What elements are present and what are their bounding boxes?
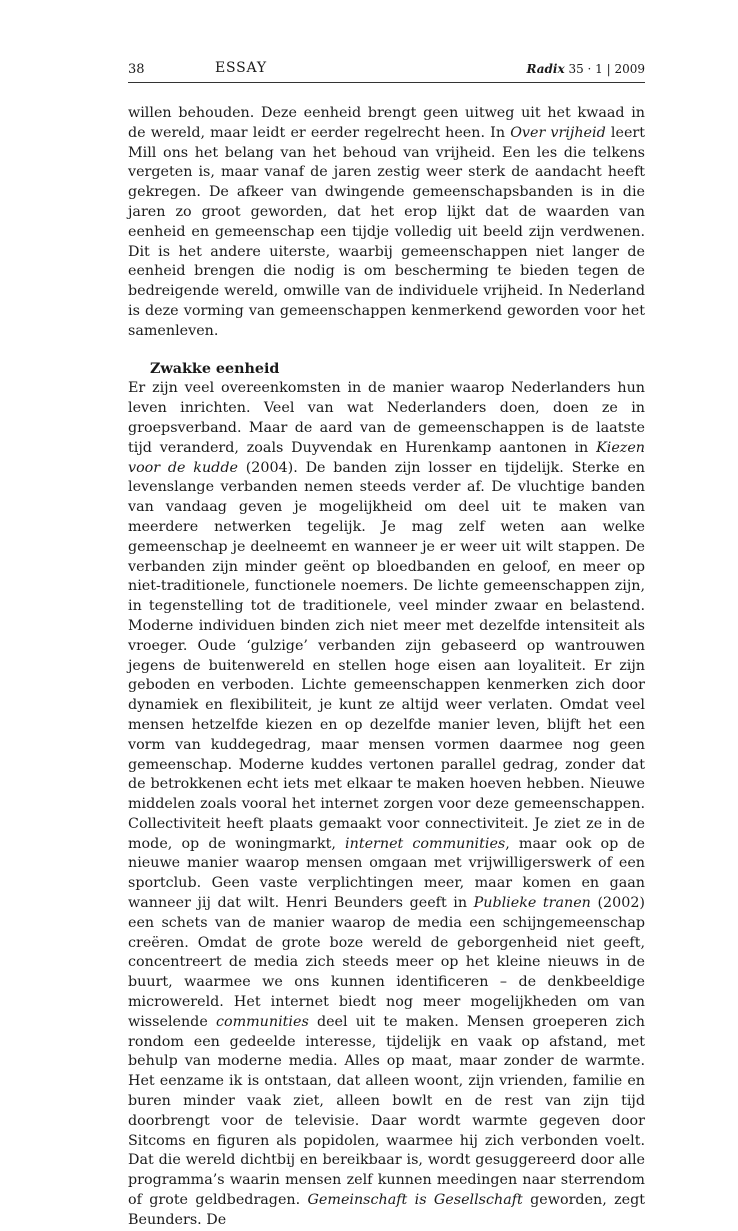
issue-info: 35 · 1 | 2009 — [568, 62, 645, 76]
running-header — [128, 60, 645, 83]
page-number: 38 — [128, 62, 145, 77]
paragraph-zwakke-eenheid: Er zijn veel overeenkomsten in de manier waarop Nederlanders hun leven inrichten. Veel van wat Nederlanders doen, doen ze in groepsverband. Maar de aard van de gemeenschappen is de laatste tijd veranderd, zoals Duyvendak en Hurenkamp aantonen in Kiezen voor de kudde (2004). De banden zijn losser en tijdelijk. Sterke en levenslange verbanden nemen steeds verder af. De vluchtige banden van vandaag geven je mogelijkheid om deel uit te maken van meerdere netwerken tegelijk. Je mag zelf weten aan welke gemeenschap je deelneemt en wanneer je er weer uit wilt stappen. De verbanden zijn minder geënt op bloedbanden en geloof, en meer op niet-traditionele, functionele noemers. De lichte gemeenschappen zijn, in tegenstelling tot de traditionele, veel minder zwaar en belastend. Moderne individuen binden zich niet meer met dezelfde intensiteit als vroeger. Oude ‘gulzige’ verbanden zijn gebaseerd op wantrouwen jegens de buitenwereld en stellen hoge eisen aan loyaliteit. Er zijn geboden en verboden. Lichte gemeenschappen kenmerken zich door dynamiek en flexibiliteit, je kunt ze altijd weer verlaten. Omdat veel mensen hetzelfde kiezen en op dezelfde manier leven, blijft het een vorm van kuddegedrag, maar mensen vormen daarmee nog geen gemeenschap. Moderne kuddes vertonen parallel gedrag, zonder dat de betrokkenen echt iets met elkaar te maken hoeven hebben. Nieuwe middelen zoals vooral het internet zorgen voor deze gemeenschappen. Collectiviteit heeft plaats gemaakt voor connectiviteit. Je ziet ze in de mode, op de woningmarkt, internet communities, maar ook op de nieuwe manier waarop mensen omgaan met vrijwilligerswerk of een sportclub. Geen vaste verplichtingen meer, maar komen en gaan wanneer jij dat wilt. Henri Beunders geeft in Publieke tranen (2002) een schets van de manier waarop de media een schijngemeenschap creëren. Omdat de grote boze wereld de geborgenheid niet geeft, concentreert de media zich steeds meer op het kleine nieuws in de buurt, waarmee we ons kunnen identificeren – de denkbeeldige microwereld. Het internet biedt nog meer mogelijkheden om van wisselende communities deel uit te maken. Mensen groeperen zich rondom een gedeelde interesse, tijdelijk en vaak op afstand, met behulp van moderne media. Alles op maat, maar zonder de warmte. Het eenzame ik is ontstaan, dat alleen woont, zijn vrienden, familie en buren minder vaak ziet, alleen bowlt en de rest van zijn tijd doorbrengt voor de televisie. Daar wordt warmte gegeven door Sitcoms en figuren als popidolen, waarmee hij zich verbonden voelt. Dat die wereld dichtbij en bereikbaar is, wordt gesuggereerd door alle programma’s waarin mensen zelf kunnen meedingen naar sterrendom of grote geldbedragen. Gemeinschaft is Gesellschaft geworden, zegt Beunders. De — [128, 380, 646, 1228]
term-communities: communities — [215, 1013, 309, 1030]
book-title-kiezen-voor-de-kudde: Kiezen voor de kudde — [128, 439, 645, 476]
term-gemeinschaft: Gemeinschaft is Gesellschaft — [307, 1192, 523, 1209]
article-body — [128, 104, 645, 1231]
journal-info — [526, 62, 645, 76]
term-internet-communities: internet communities — [345, 835, 506, 852]
section-heading: Zwakke eenheid — [150, 360, 280, 377]
book-title-publieke-tranen: Publieke tranen — [473, 895, 591, 912]
journal-name: Radix — [526, 62, 565, 76]
paragraph-continuation: willen behouden. Deze eenheid brengt geen uitweg uit het kwaad in de wereld, maar leidt er eerder regelrecht heen. In Over vrijheid leert Mill ons het belang van het behoud van vrijheid. Een les die telkens vergeten is, maar vanaf de jaren zestig weer sterk de aandacht heeft gekregen. De afkeer van dwingende gemeenschapsbanden is in die jaren zo groot geworden, dat het erop lijkt dat de waarden van eenheid en gemeenschap een tijdje volledig uit beeld zijn verdwenen. Dit is het andere uiterste, waarbij gemeenschappen niet langer de eenheid brengen die nodig is om bescherming te bieden tegen de bedreigende wereld, omwille van de individuele vrijheid. In Nederland is deze vorming van gemeenschappen kenmerkend geworden voor het samenleven. — [128, 105, 645, 339]
book-title-over-vrijheid: Over vrijheid — [510, 124, 606, 141]
section-label: ESSAY — [215, 60, 267, 76]
